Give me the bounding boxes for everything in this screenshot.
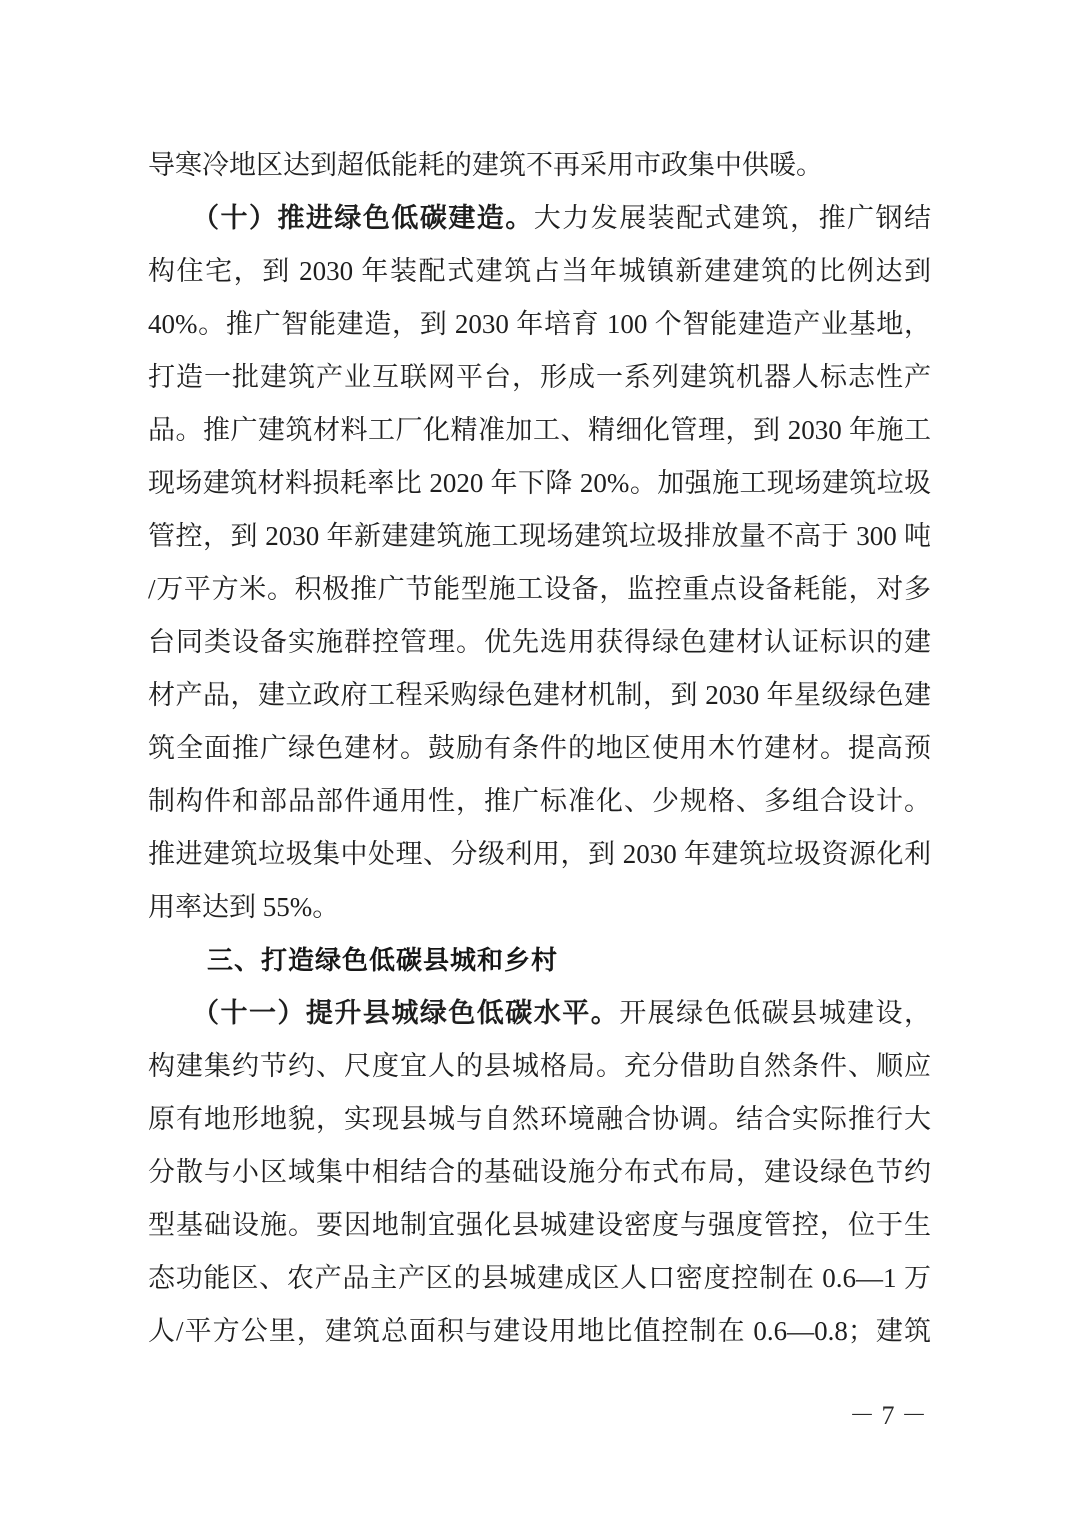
text-run: 40%。推广智能建造，到 2030 年培育 100 个智能建造产业基地，	[148, 309, 931, 339]
text-run: 型基础设施。要因地制宜强化县城建设密度与强度管控，位于生	[148, 1210, 931, 1240]
text-run: 大力发展装配式建筑，推广钢结	[533, 203, 932, 233]
text-line	[148, 404, 931, 457]
text-line	[148, 1093, 931, 1146]
document-body	[148, 139, 931, 1358]
text-run: 打造一批建筑产业互联网平台，形成一系列建筑机器人标志性产	[148, 362, 931, 392]
text-line	[148, 1146, 931, 1199]
text-line	[148, 775, 931, 828]
text-run: 材产品，建立政府工程采购绿色建材机制，到 2030 年星级绿色建	[148, 680, 931, 710]
text-run: 原有地形地貌，实现县城与自然环境融合协调。结合实际推行大	[148, 1104, 931, 1134]
text-run: 构住宅，到 2030 年装配式建筑占当年城镇新建建筑的比例达到	[148, 256, 931, 286]
text-line	[148, 510, 931, 563]
text-run: 品。推广建筑材料工厂化精准加工、精细化管理，到 2030 年施工	[148, 415, 931, 445]
text-run: /万平方米。积极推广节能型施工设备，监控重点设备耗能，对多	[148, 574, 931, 604]
bold-text-run: （十一）提升县城绿色低碳水平。	[192, 998, 620, 1028]
text-line	[148, 457, 931, 510]
text-line	[148, 245, 931, 298]
text-line	[148, 351, 931, 404]
text-line	[148, 722, 931, 775]
text-line	[148, 669, 931, 722]
text-line	[148, 987, 931, 1040]
text-line	[148, 1252, 931, 1305]
text-run: 态功能区、农产品主产区的县城建成区人口密度控制在 0.6—1 万	[148, 1263, 931, 1293]
text-run: 人/平方公里，建筑总面积与建设用地比值控制在 0.6—0.8；建筑	[148, 1316, 931, 1346]
text-run: 开展绿色低碳县城建设，	[619, 998, 932, 1028]
text-run: 现场建筑材料损耗率比 2020 年下降 20%。加强施工现场建筑垃圾	[148, 468, 931, 498]
text-line	[148, 1199, 931, 1252]
text-line	[148, 881, 931, 934]
text-run: 制构件和部品部件通用性，推广标准化、少规格、多组合设计。	[148, 786, 931, 816]
text-line	[148, 563, 931, 616]
text-line	[148, 298, 931, 351]
text-run: 管控，到 2030 年新建建筑施工现场建筑垃圾排放量不高于 300 吨	[148, 521, 931, 551]
text-line	[148, 139, 931, 192]
text-line	[148, 1305, 931, 1358]
page-number: － 7 －	[848, 1401, 927, 1430]
text-line	[148, 616, 931, 669]
text-run: 用率达到 55%。	[148, 892, 340, 922]
text-line	[148, 828, 931, 881]
text-run: 分散与小区域集中相结合的基础设施分布式布局，建设绿色节约	[148, 1157, 931, 1187]
section-heading	[148, 934, 931, 987]
text-run: 推进建筑垃圾集中处理、分级利用，到 2030 年建筑垃圾资源化利	[148, 839, 931, 869]
text-line	[148, 192, 931, 245]
text-run: 筑全面推广绿色建材。鼓励有条件的地区使用木竹建材。提高预	[148, 733, 931, 763]
text-line	[148, 1040, 931, 1093]
text-run: 台同类设备实施群控管理。优先选用获得绿色建材认证标识的建	[148, 627, 931, 657]
bold-text-run: 三、打造绿色低碳县城和乡村	[207, 945, 559, 975]
text-run: 构建集约节约、尺度宜人的县城格局。充分借助自然条件、顺应	[148, 1051, 931, 1081]
bold-text-run: （十）推进绿色低碳建造。	[192, 203, 534, 233]
text-run: 导寒冷地区达到超低能耗的建筑不再采用市政集中供暖。	[148, 150, 823, 180]
